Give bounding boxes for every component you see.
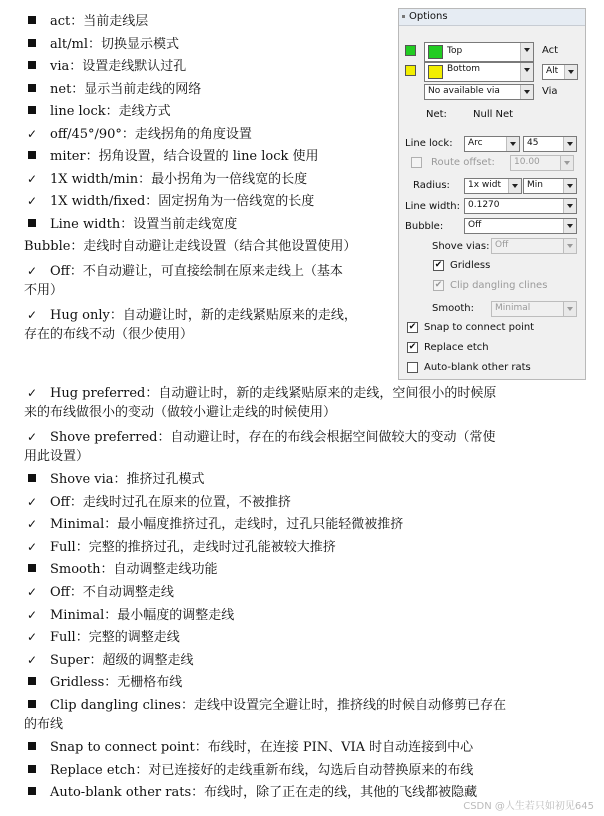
list-item [24, 170, 307, 189]
chevron-down-icon[interactable] [508, 179, 521, 193]
shove-vias-value: Off [495, 240, 509, 250]
radius-value: 1x widt [468, 180, 502, 190]
list-item [24, 147, 319, 166]
smooth-value: Minimal [495, 303, 531, 313]
list-item-text: Off：不自动调整走线 [50, 585, 174, 600]
line-width-label: Line width: [405, 201, 460, 212]
checkmark-icon: ✓ [26, 539, 38, 554]
list-item-text: Minimal：最小幅度推挤过孔，走线时，过孔只能轻微被推挤 [50, 517, 404, 533]
radius-mode-select[interactable] [523, 178, 577, 194]
hug-preferred-cont: 来的布线做很小的变动（做较小避让走线的时候使用） [24, 405, 337, 420]
act-color-swatch[interactable] [405, 45, 416, 56]
list-item [24, 515, 403, 534]
list-item [24, 192, 314, 211]
list-item-text: miter：拐角设置，结合设置的 line lock 使用 [50, 149, 319, 164]
route-offset-checkbox[interactable] [411, 157, 422, 168]
list-item [24, 538, 336, 557]
checkmark-icon: ✓ [26, 430, 38, 444]
bubble-select[interactable] [464, 218, 577, 234]
list-item [24, 470, 205, 489]
list-item-text: Line width：设置当前走线宽度 [50, 216, 238, 232]
auto-blank-checkbox[interactable] [407, 362, 418, 373]
gridless-checkbox[interactable]: ✔ [434, 260, 443, 270]
list-item [24, 628, 180, 647]
watermark: CSDN @人生若只如初见645 [463, 801, 594, 812]
list-item [24, 783, 477, 802]
act-layer-color-icon [428, 45, 443, 59]
chevron-down-icon[interactable] [564, 65, 577, 79]
line-width-value: 0.1270 [468, 200, 500, 210]
chevron-down-icon[interactable] [563, 302, 576, 316]
alt-mode-value: Alt [546, 66, 559, 76]
list-item [24, 606, 234, 625]
list-item [24, 673, 182, 692]
list-item-text: Off：走线时过孔在原来的位置，不被推挤 [50, 494, 291, 510]
chevron-down-icon[interactable] [520, 63, 533, 81]
options-panel [398, 8, 586, 380]
hug-only-line: ✓ Hug only：自动避让时，新的走线紧贴原来的走线， [24, 306, 357, 325]
net-label: Net: [426, 109, 447, 120]
alt-color-swatch[interactable] [405, 65, 416, 76]
list-item-text: Gridless：无栅格布线 [50, 675, 183, 691]
line-width-select[interactable] [464, 198, 577, 214]
list-item [24, 738, 473, 757]
list-item-text: net：显示当前走线的网络 [50, 81, 202, 97]
gridless-label: Gridless [450, 260, 491, 271]
smooth-label: Smooth: [432, 303, 474, 314]
list-item-text: 1X width/min：最小拐角为一倍线宽的长度 [50, 171, 308, 187]
list-item [24, 493, 291, 512]
list-item [24, 12, 148, 31]
list-item-text: Smooth：自动调整走线功能 [50, 562, 218, 578]
checkmark-icon: ✓ [26, 607, 38, 622]
via-label: Via [542, 86, 558, 97]
list-item [24, 80, 201, 99]
square-bullet-icon [24, 673, 40, 691]
chevron-down-icon[interactable] [520, 85, 533, 99]
chevron-down-icon[interactable] [560, 156, 573, 170]
bubble-heading: Bubble：走线时自动避让走线设置（结合其他设置使用） [24, 239, 357, 254]
checkmark-icon: ✓ [26, 264, 38, 278]
chevron-down-icon[interactable] [563, 239, 576, 253]
clip-cont: 的布线 [24, 717, 64, 732]
square-bullet-icon [24, 738, 40, 756]
square-bullet-icon [24, 80, 40, 98]
line-lock-value: Arc [468, 138, 483, 148]
checkmark-icon: ✓ [26, 652, 38, 667]
route-offset-value: 10.00 [514, 157, 540, 167]
checkmark-icon: ✓ [26, 585, 38, 599]
bubble-label: Bubble: [405, 221, 444, 232]
net-value: Null Net [473, 109, 514, 120]
act-layer-value: Top [447, 46, 463, 56]
list-item-text: Minimal：最小幅度的调整走线 [50, 607, 235, 623]
snap-label: Snap to connect point [424, 322, 535, 333]
shove-vias-select[interactable] [491, 238, 577, 254]
line-lock-label: Line lock: [405, 138, 453, 149]
list-item-text: Snap to connect point：布线时，在连接 PIN、VIA 时自动连接到中心 [50, 740, 474, 755]
grip-icon [402, 15, 405, 18]
list-item-text: off/45°/90°：走线拐角的角度设置 [50, 126, 252, 142]
list-item-text: Replace etch：对已连接好的走线重新布线，勾选后自动替换原来的布线 [50, 762, 474, 778]
list-item [24, 125, 252, 144]
auto-blank-label: Auto-blank other rats [424, 362, 531, 373]
hug-preferred-line: ✓ Hug preferred：自动避让时，新的走线紧贴原来的走线，空间很小的时候原 [24, 384, 496, 403]
chevron-down-icon[interactable] [563, 199, 576, 213]
square-bullet-icon [24, 147, 40, 165]
list-item [24, 560, 217, 579]
list-item-text: 1X width/fixed：固定拐角为一倍线宽的长度 [50, 194, 315, 209]
list-item [24, 651, 194, 670]
list-item-text: Shove via：推挤过孔模式 [50, 472, 205, 487]
clip-dangling-label: Clip dangling clines [450, 280, 548, 291]
list-item [24, 215, 237, 234]
clip-line: Clip dangling clines：走线中设置完全避让时，推挤线的时候自动修剪已存在 [24, 696, 506, 715]
checkmark-icon: ✓ [26, 630, 38, 645]
list-item-text: Super：超级的调整走线 [50, 652, 194, 668]
route-offset-select[interactable] [510, 155, 574, 171]
shove-preferred-cont: 用此设置） [24, 449, 90, 464]
radius-label: Radius: [413, 180, 450, 191]
list-item-text: alt/ml：切换显示模式 [50, 36, 179, 52]
square-bullet-icon [24, 215, 40, 233]
bubble-value: Off [468, 220, 482, 230]
checkmark-icon: ✓ [26, 494, 38, 509]
clip-dangling-checkbox[interactable]: ✔ [434, 280, 443, 290]
line-lock-angle-value: 45 [527, 138, 539, 148]
bubble-off-line: ✓ Off：不自动避让，可直接绘制在原来走线上（基本 [24, 262, 343, 281]
checkmark-icon: ✓ [26, 126, 38, 141]
list-item-text: Full：完整的调整走线 [50, 630, 180, 646]
square-bullet-icon [24, 57, 40, 75]
list-item [24, 102, 171, 121]
route-offset-label: Route offset: [431, 157, 495, 168]
square-bullet-icon [24, 783, 40, 801]
square-bullet-icon [24, 696, 40, 714]
list-item-text: Full：完整的推挤过孔，走线时过孔能被较大推挤 [50, 539, 336, 555]
hug-only-cont: 存在的布线不动（很少使用） [24, 327, 194, 342]
smooth-select[interactable] [491, 301, 577, 317]
options-title-bar [399, 9, 585, 26]
list-item [24, 57, 186, 76]
chevron-down-icon[interactable] [520, 43, 533, 61]
square-bullet-icon [24, 102, 40, 120]
list-item [24, 35, 179, 54]
alt-layer-color-icon [428, 65, 443, 79]
checkmark-icon: ✓ [26, 308, 38, 322]
act-label: Act [542, 45, 559, 56]
chevron-down-icon[interactable] [563, 219, 576, 233]
alt-layer-value: Bottom [447, 64, 481, 74]
checkmark-icon: ✓ [26, 386, 38, 400]
list-item [24, 761, 473, 780]
alt-mode-select[interactable] [542, 64, 578, 80]
replace-etch-checkbox[interactable]: ✔ [408, 342, 417, 352]
shove-preferred-line: ✓ Shove preferred：自动避让时，存在的布线会根据空间做较大的变动（常使 [24, 428, 495, 447]
checkmark-icon: ✓ [26, 517, 38, 532]
act-layer-select[interactable] [424, 42, 534, 62]
checkmark-icon: ✓ [26, 171, 38, 186]
list-item-text: line lock：走线方式 [50, 104, 171, 119]
line-lock-angle-select[interactable] [523, 136, 577, 152]
bubble-off-cont: 不用） [24, 283, 64, 298]
replace-etch-label: Replace etch [424, 342, 489, 353]
square-bullet-icon [24, 35, 40, 53]
square-bullet-icon [24, 470, 40, 488]
chevron-down-icon[interactable] [563, 179, 576, 193]
line-lock-select[interactable] [464, 136, 520, 152]
radius-mode-value: Min [527, 180, 543, 190]
square-bullet-icon [24, 12, 40, 30]
via-select[interactable] [424, 84, 534, 100]
square-bullet-icon [24, 761, 40, 779]
square-bullet-icon [24, 560, 40, 578]
alt-layer-select[interactable] [424, 62, 534, 82]
chevron-down-icon[interactable] [506, 137, 519, 151]
list-item-text: Auto-blank other rats：布线时，除了正在走的线，其他的飞线都被隐藏 [50, 785, 478, 800]
shove-vias-label: Shove vias: [432, 241, 490, 252]
radius-select[interactable] [464, 178, 522, 194]
list-item-text: via：设置走线默认过孔 [50, 59, 187, 74]
via-value: No available via [428, 86, 500, 96]
list-item-text: act：当前走线层 [50, 14, 149, 29]
list-item [24, 583, 174, 602]
options-title: Options [409, 11, 448, 22]
checkmark-icon: ✓ [26, 194, 38, 208]
chevron-down-icon[interactable] [563, 137, 576, 151]
snap-checkbox[interactable]: ✔ [408, 322, 417, 332]
